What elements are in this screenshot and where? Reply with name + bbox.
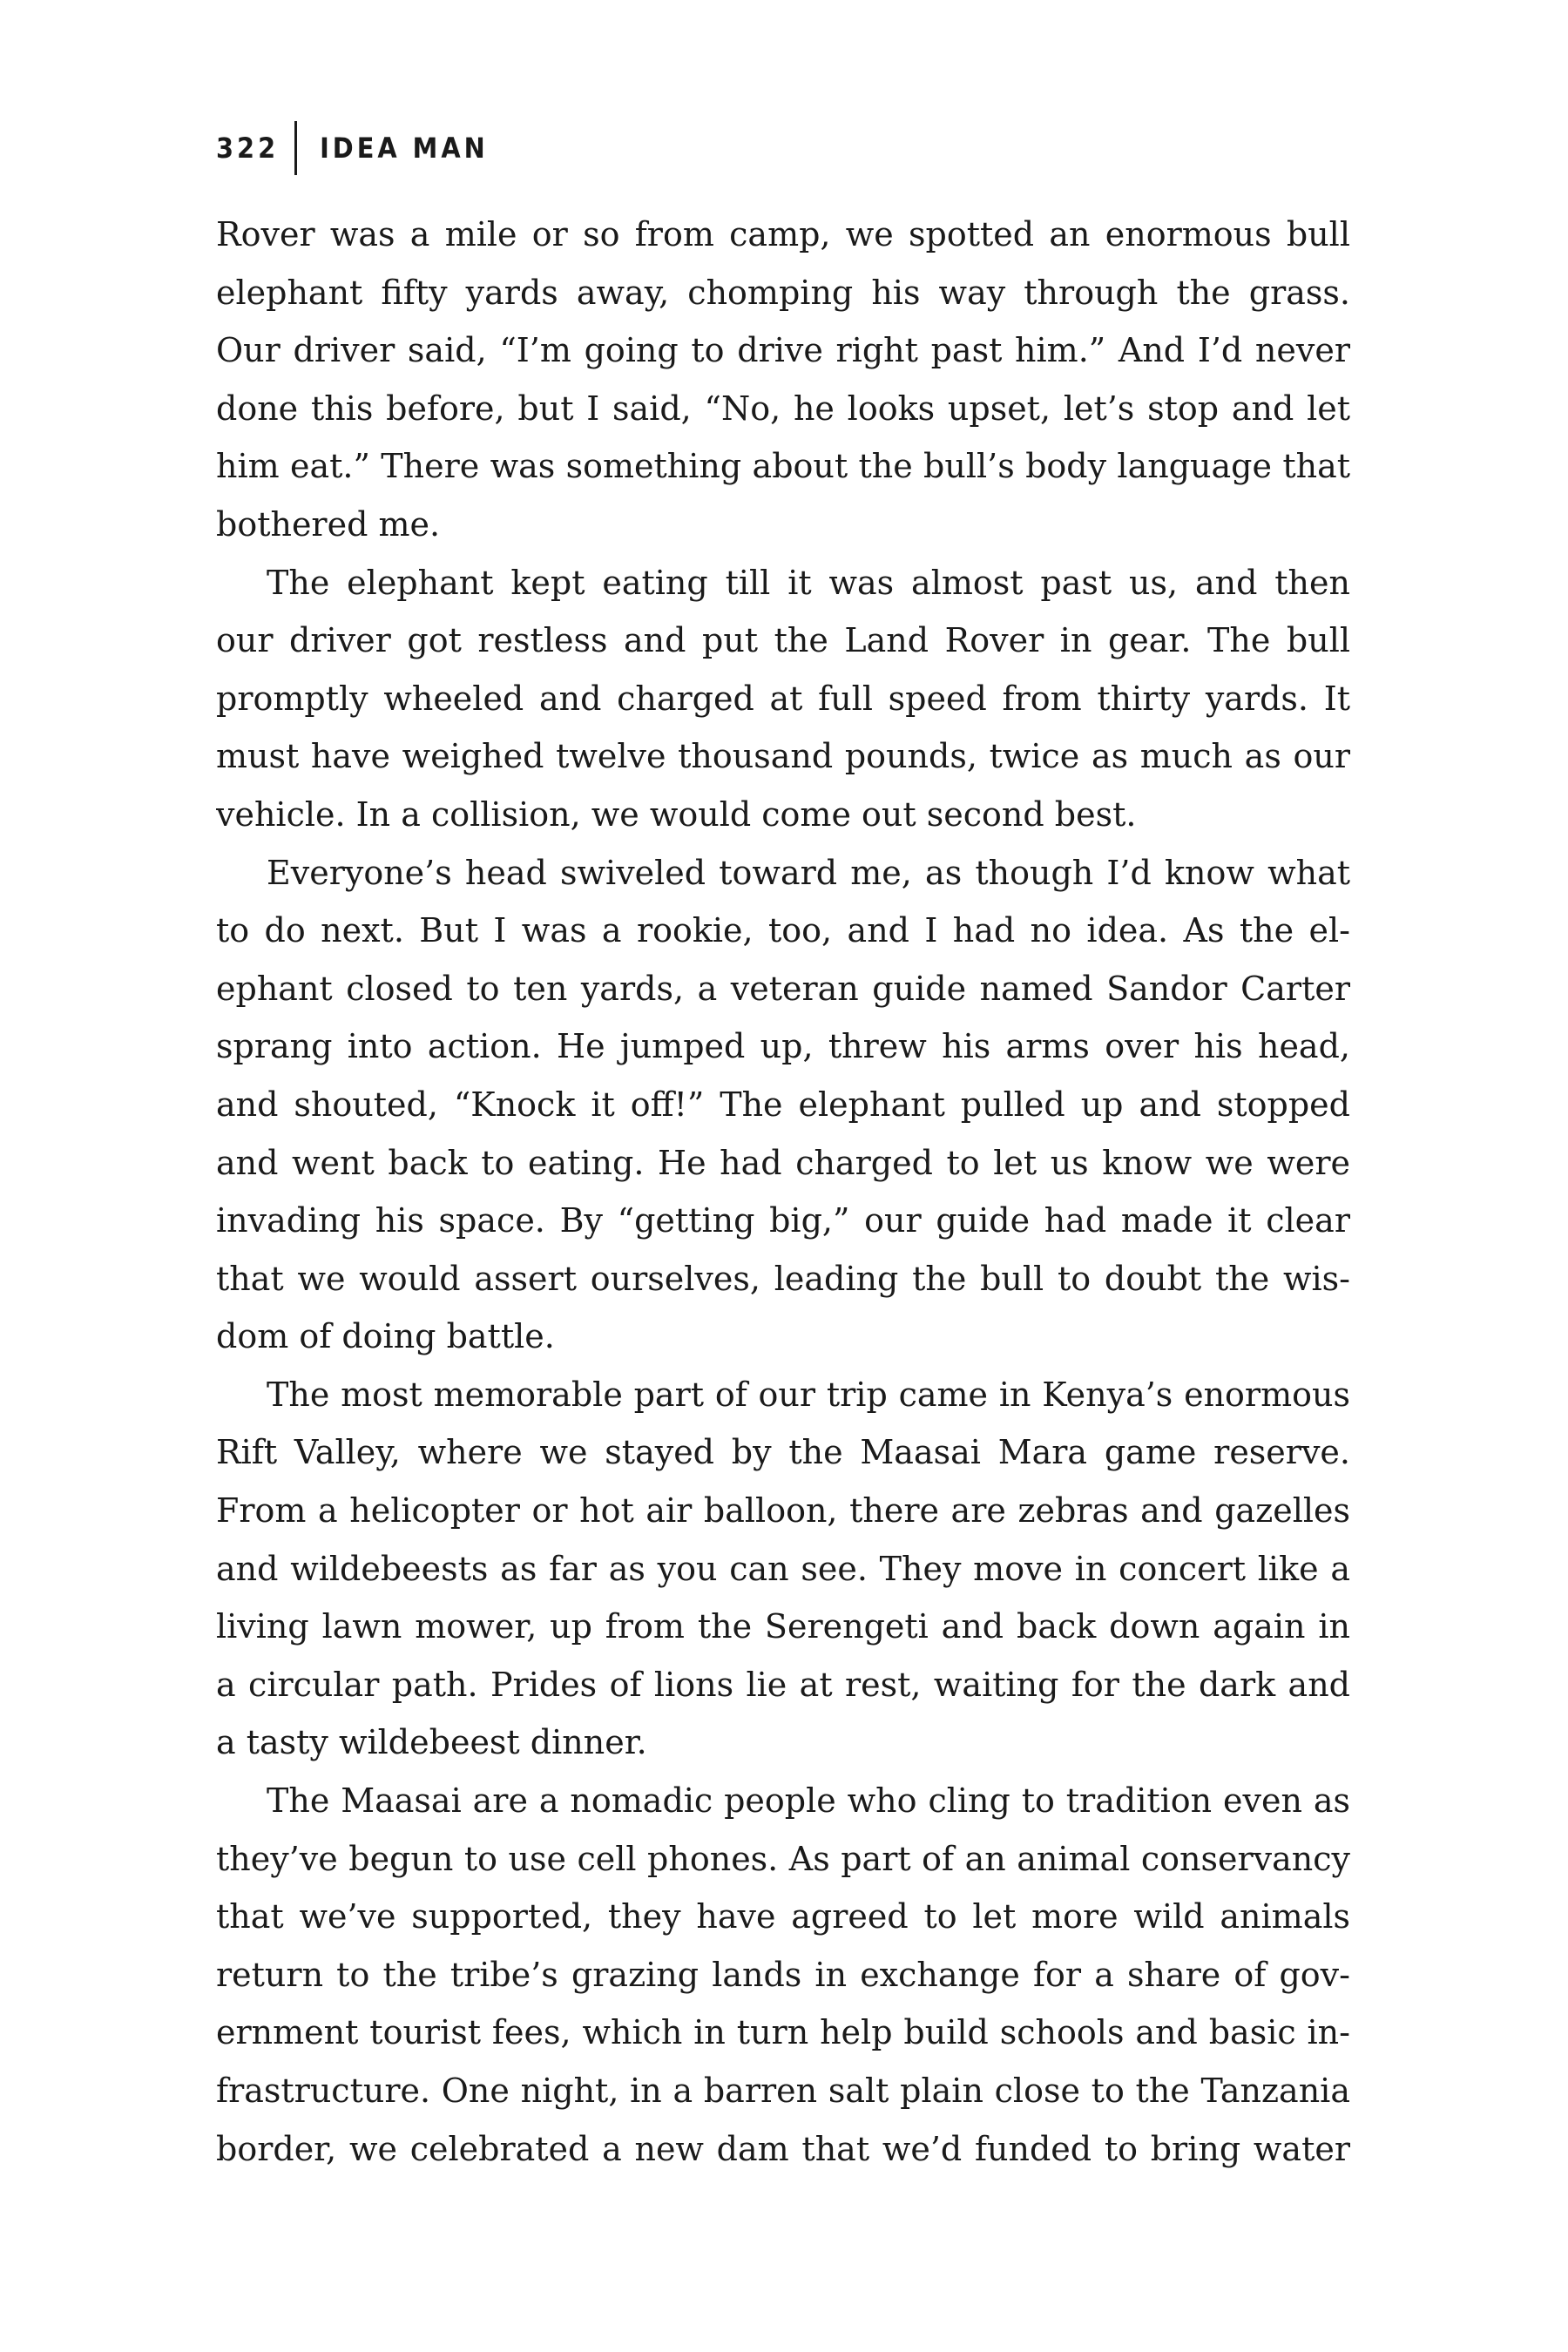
text-line: Our driver said, “I’m going to drive right past him.” And I’d never: [216, 331, 1350, 370]
text-line: Rift Valley, where we stayed by the Maasai Mara game reserve.: [216, 1433, 1350, 1472]
text-line: return to the tribe’s grazing lands in exchange for a share of gov-: [216, 1955, 1350, 1994]
text-line: border, we celebrated a new dam that we’d funded to bring water: [216, 2129, 1350, 2168]
text-line: Rover was a mile or so from camp, we spotted an enormous bull: [216, 215, 1350, 253]
text-line: From a helicopter or hot air balloon, there are zebras and gazelles: [216, 1491, 1350, 1531]
text-line: our driver got restless and put the Land Rover in gear. The bull: [216, 621, 1350, 660]
text-line: The Maasai are a nomadic people who cling to tradition even as: [267, 1781, 1350, 1821]
header-divider: [294, 121, 297, 175]
text-line: and shouted, “Knock it off!” The elephant pulled up and stopped: [216, 1085, 1350, 1124]
text-line: living lawn mower, up from the Serengeti and back down again in: [216, 1607, 1350, 1646]
text-line: The elephant kept eating till it was almost past us, and then: [267, 563, 1350, 602]
text-line: done this before, but I said, “No, he looks upset, let’s stop and let: [216, 389, 1350, 428]
text-line: elephant fifty yards away, chomping his way through the grass.: [216, 273, 1350, 312]
text-line: vehicle. In a collision, we would come out second best.: [216, 794, 1137, 834]
page-number: 322: [216, 132, 280, 165]
text-line: and wildebeests as far as you can see. They move in concert like a: [216, 1549, 1350, 1588]
text-line: they’ve begun to use cell phones. As part of an animal conservancy: [216, 1839, 1350, 1878]
text-line: him eat.” There was something about the bull’s body language that: [216, 447, 1350, 486]
body-text: [216, 206, 1350, 2178]
text-line: promptly wheeled and charged at full speed from thirty yards. It: [216, 679, 1350, 718]
text-line: Everyone’s head swiveled toward me, as though I’d know what: [267, 853, 1350, 892]
text-line: a circular path. Prides of lions lie at rest, waiting for the dark and: [216, 1665, 1350, 1704]
text-line: dom of doing battle.: [216, 1317, 555, 1356]
paragraph: [216, 206, 1350, 554]
text-line: and went back to eating. He had charged to let us know we were: [216, 1143, 1350, 1182]
text-line: sprang into action. He jumped up, threw his arms over his head,: [216, 1027, 1350, 1066]
text-line: must have weighed twelve thousand pounds, twice as much as our: [216, 737, 1350, 776]
running-head: [216, 122, 489, 174]
text-line: that we would assert ourselves, leading the bull to doubt the wis-: [216, 1259, 1350, 1298]
paragraph: [216, 554, 1350, 844]
text-line: ernment tourist fees, which in turn help build schools and basic in-: [216, 2013, 1350, 2052]
paragraph: [216, 1772, 1350, 2178]
text-line: ephant closed to ten yards, a veteran guide named Sandor Carter: [216, 969, 1350, 1008]
book-title: IDEA MAN: [320, 132, 489, 165]
text-line: that we’ve supported, they have agreed to let more wild animals: [216, 1897, 1350, 1936]
text-line: The most memorable part of our trip came in Kenya’s enormous: [267, 1375, 1350, 1414]
text-line: a tasty wildebeest dinner.: [216, 1723, 647, 1762]
text-line: invading his space. By “getting big,” our guide had made it clear: [216, 1201, 1350, 1240]
paragraph: [216, 844, 1350, 1366]
text-line: to do next. But I was a rookie, too, and I had no idea. As the el-: [216, 911, 1350, 950]
text-line: bothered me.: [216, 504, 441, 544]
paragraph: [216, 1366, 1350, 1772]
text-line: frastructure. One night, in a barren salt plain close to the Tanzania: [216, 2072, 1350, 2110]
